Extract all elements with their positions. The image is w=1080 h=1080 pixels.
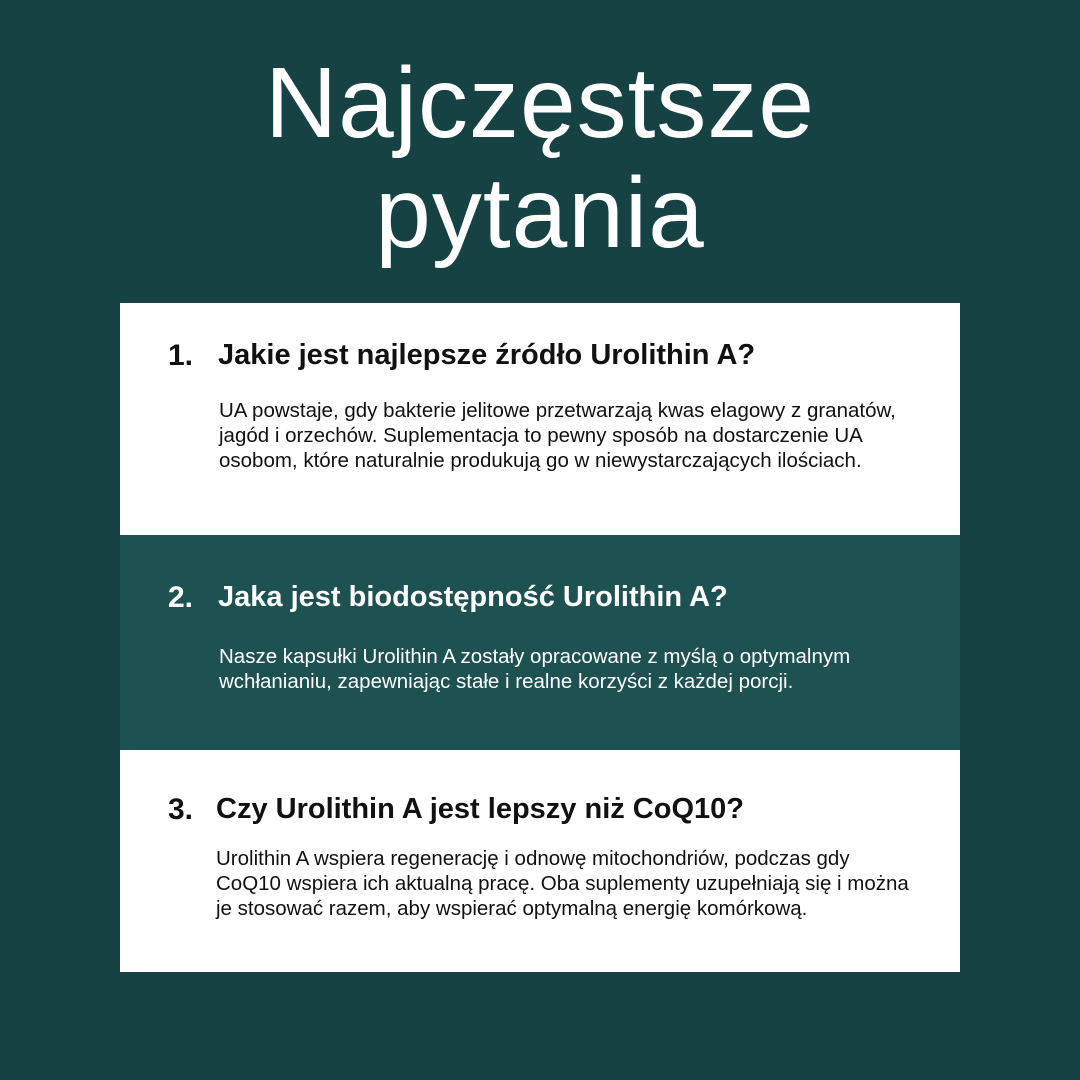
faq-number: 3.	[168, 793, 194, 826]
faq-question: Jaka jest biodostępność Urolithin A?	[218, 581, 728, 613]
page-title	[0, 48, 1080, 268]
title-line-2: pytania	[375, 157, 705, 269]
faq-answer: UA powstaje, gdy bakterie jelitowe przetwarzają kwas elagowy z granatów, jagód i orzechów. Suplementacja to pewny sposób na dostarczenie UA osobom, które naturalnie produkują go w niewystarczających ilościach.	[219, 399, 896, 472]
faq-question: Czy Urolithin A jest lepszy niż CoQ10?	[216, 793, 744, 825]
faq-number: 1.	[168, 339, 194, 372]
faq-item-3	[120, 750, 960, 972]
faq-question: Jakie jest najlepsze źródło Urolithin A?	[218, 339, 756, 371]
faq-item-2	[120, 535, 960, 750]
faq-answer: Urolithin A wspiera regenerację i odnowę mitochondriów, podczas gdy CoQ10 wspiera ich aktualną pracę. Oba suplementy uzupełniają się i można je stosować razem, aby wspierać optymalną energię komórkową.	[216, 847, 909, 920]
title-line-1: Najczęstsze	[264, 47, 816, 159]
faq-number: 2.	[168, 581, 194, 614]
faq-item-1	[120, 303, 960, 535]
faq-answer: Nasze kapsułki Urolithin A zostały opracowane z myślą o optymalnym wchłanianiu, zapewniając stałe i realne korzyści z każdej porcji.	[219, 645, 851, 693]
